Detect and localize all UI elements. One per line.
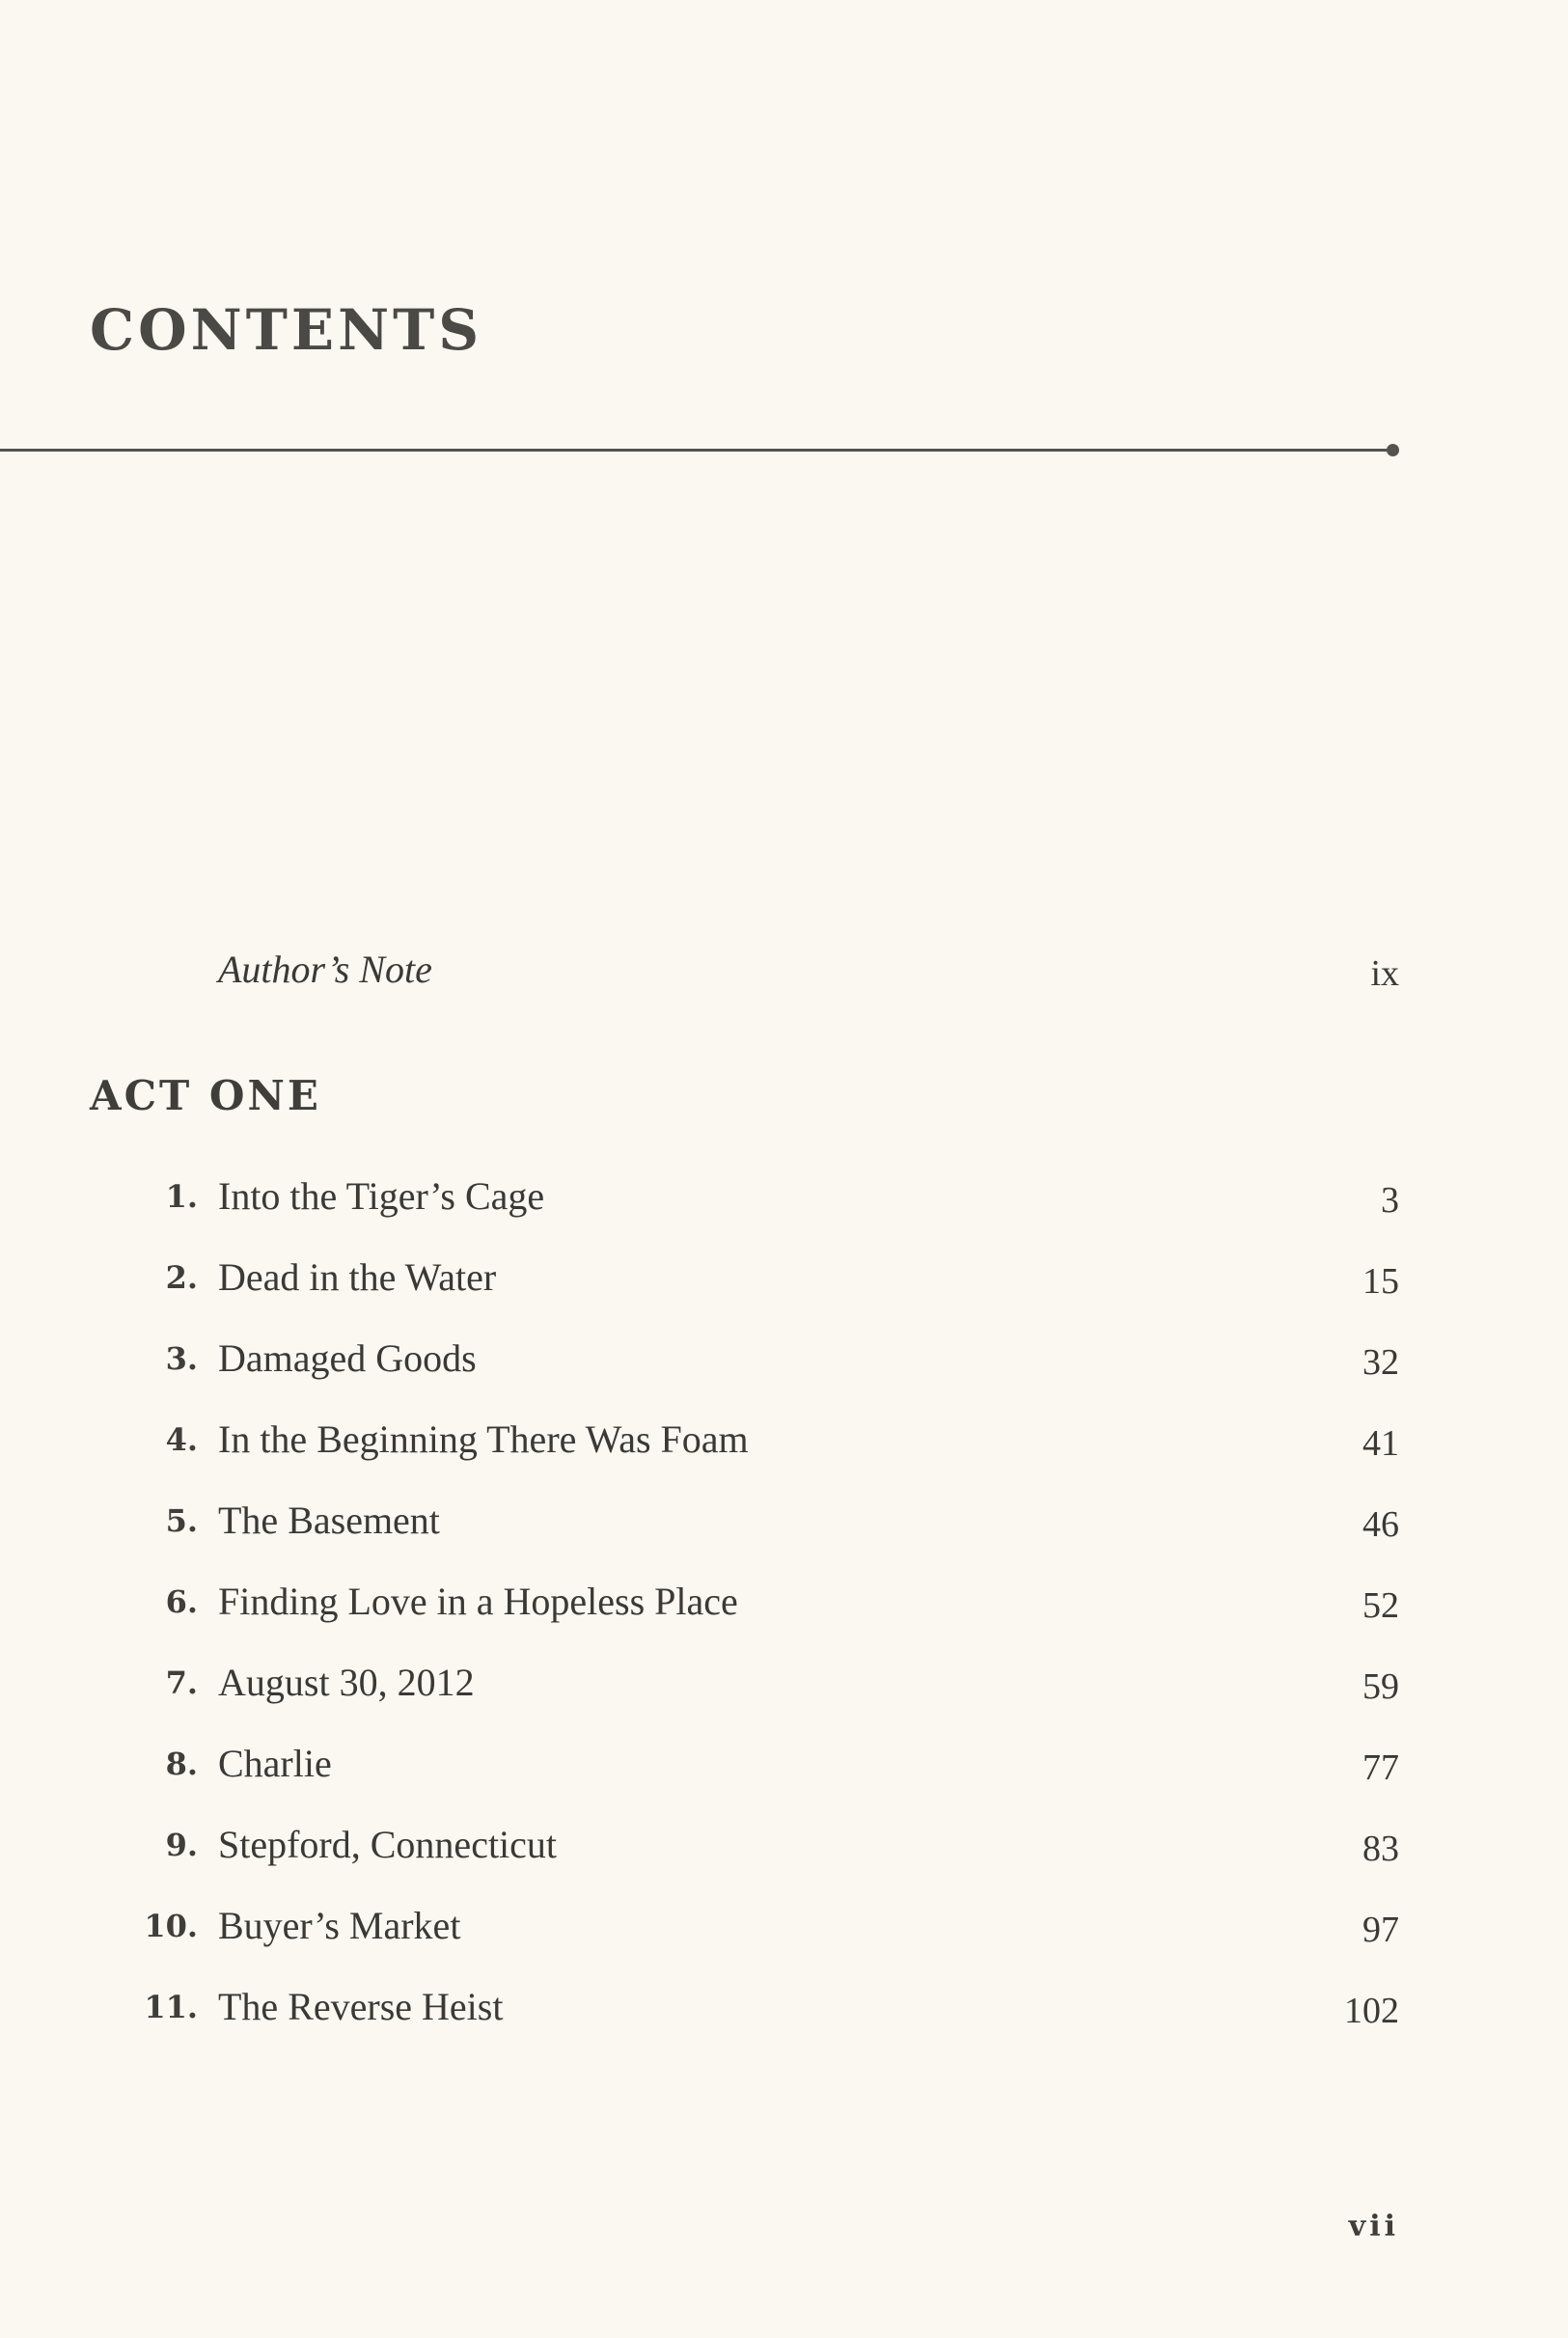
chapter-page: 32 [1362,1342,1399,1383]
chapter-title: In the Beginning There Was Foam [218,1417,749,1461]
chapter-number: 5. [165,1502,198,1539]
chapter-title: August 30, 2012 [218,1661,475,1704]
chapter-title: Stepford, Connecticut [218,1823,558,1866]
chapter-title: The Basement [218,1499,440,1542]
chapter-number: 2. [165,1259,198,1296]
contents-heading: CONTENTS [90,297,483,363]
toc-entry-chapter-7[interactable] [0,1654,1568,1712]
chapter-title: Into the Tiger’s Cage [218,1174,545,1218]
chapter-number: 4. [165,1421,198,1458]
toc-entry-chapter-4[interactable] [0,1411,1568,1469]
chapter-title: Finding Love in a Hopeless Place [218,1580,738,1623]
chapter-page: 3 [1381,1180,1399,1221]
chapter-title: Charlie [218,1742,332,1785]
part-heading: ACT ONE [90,1072,321,1119]
chapter-number: 3. [165,1340,198,1377]
toc-entry-chapter-1[interactable] [0,1168,1568,1225]
chapter-number: 8. [165,1746,198,1782]
chapter-page: 46 [1362,1504,1399,1545]
toc-entry-chapter-11[interactable] [0,1978,1568,2036]
chapter-page: 52 [1362,1585,1399,1626]
toc-entry-page: ix [1370,953,1399,994]
chapter-page: 15 [1362,1261,1399,1302]
chapter-number: 10. [144,1908,198,1944]
page-folio: vii [1348,2210,1399,2243]
toc-entry-chapter-9[interactable] [0,1816,1568,1874]
chapter-page: 41 [1362,1423,1399,1464]
chapter-page: 97 [1362,1910,1399,1950]
toc-entry-chapter-3[interactable] [0,1330,1568,1388]
toc-entry-chapter-5[interactable] [0,1492,1568,1550]
heading-rule [0,449,1393,452]
toc-entry-title: Author’s Note [218,948,432,991]
rule-end-dot [1387,444,1399,456]
toc-entry-chapter-6[interactable] [0,1573,1568,1631]
chapter-number: 11. [144,1989,198,2025]
chapter-title: Damaged Goods [218,1336,477,1380]
chapter-number: 9. [165,1827,198,1863]
toc-entry-chapter-2[interactable] [0,1249,1568,1307]
chapter-title: The Reverse Heist [218,1985,504,2028]
chapter-number: 1. [165,1178,198,1215]
chapter-number: 6. [165,1583,198,1620]
chapter-page: 77 [1362,1747,1399,1788]
toc-entry-chapter-8[interactable] [0,1735,1568,1793]
toc-entry-authors-note[interactable] [0,941,1568,999]
chapter-page: 59 [1362,1666,1399,1707]
toc-entry-chapter-10[interactable] [0,1897,1568,1955]
chapter-number: 7. [165,1664,198,1701]
chapter-page: 83 [1362,1829,1399,1869]
chapter-title: Buyer’s Market [218,1904,461,1947]
chapter-page: 102 [1344,1991,1399,2031]
chapter-title: Dead in the Water [218,1255,497,1299]
